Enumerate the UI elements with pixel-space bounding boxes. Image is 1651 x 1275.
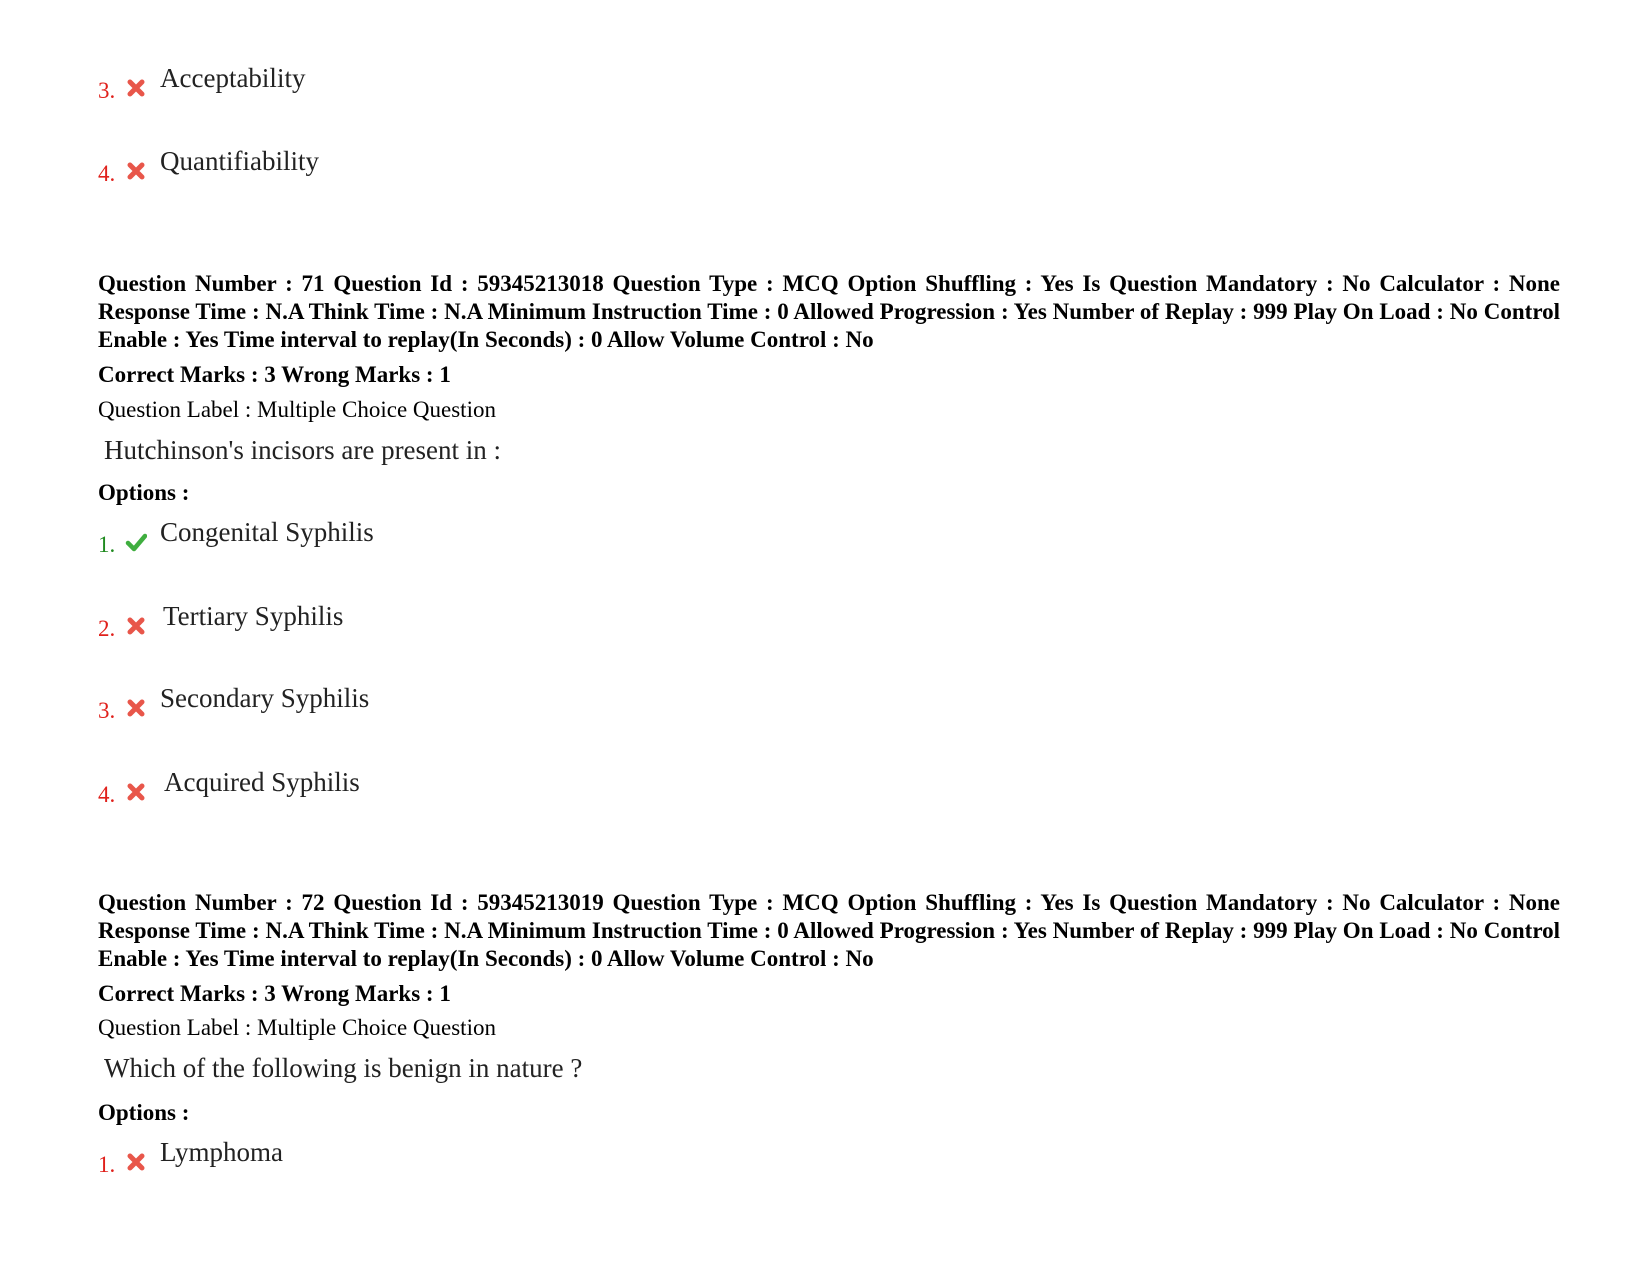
option-number: 1.	[98, 1152, 116, 1177]
option-text: Acceptability	[160, 63, 306, 93]
option-text: Secondary Syphilis	[160, 683, 370, 713]
cross-icon	[125, 1151, 147, 1173]
option-row	[98, 1136, 698, 1186]
option-row	[98, 516, 698, 566]
option-text: Acquired Syphilis	[164, 767, 360, 797]
question-label: Question Label : Multiple Choice Question	[98, 397, 496, 422]
question-label: Question Label : Multiple Choice Question	[98, 1015, 496, 1040]
option-number: 2.	[98, 616, 116, 641]
option-text: Lymphoma	[160, 1137, 283, 1167]
option-number: 4.	[98, 161, 116, 186]
question-meta: Question Number : 71 Question Id : 59345213018 Question Type : MCQ Option Shuffling : Yes Is Question Mandatory : No Calculator : None Response Time : N.A Think Time : N.A Minimum Instruction Time : 0 Allowed Progression : Yes Number of Replay : 999 Play On Load : No Control Enable : Yes Time interval to replay(In Seconds) : 0 Allow Volume Control : No	[98, 271, 1560, 352]
cross-icon	[125, 781, 147, 803]
option-row	[98, 62, 698, 112]
cross-icon	[125, 697, 147, 719]
cross-icon	[125, 615, 147, 637]
cross-icon	[125, 77, 147, 99]
option-row	[98, 766, 698, 816]
check-icon	[125, 531, 147, 553]
option-number: 3.	[98, 78, 116, 103]
option-number: 4.	[98, 782, 116, 807]
cross-icon	[125, 160, 147, 182]
options-heading: Options :	[98, 1100, 190, 1125]
option-row	[98, 145, 698, 195]
question-marks: Correct Marks : 3 Wrong Marks : 1	[98, 981, 451, 1006]
option-row	[98, 682, 698, 732]
option-text: Tertiary Syphilis	[163, 601, 344, 631]
question-text: Hutchinson's incisors are present in :	[104, 435, 502, 465]
options-heading: Options :	[98, 480, 190, 505]
option-text: Congenital Syphilis	[160, 517, 374, 547]
question-marks: Correct Marks : 3 Wrong Marks : 1	[98, 362, 451, 387]
option-row	[98, 600, 698, 650]
question-text: Which of the following is benign in nature ?	[104, 1053, 583, 1083]
option-number: 1.	[98, 532, 116, 557]
option-text: Quantifiability	[160, 146, 319, 176]
option-number: 3.	[98, 698, 116, 723]
question-meta: Question Number : 72 Question Id : 59345213019 Question Type : MCQ Option Shuffling : Yes Is Question Mandatory : No Calculator : None Response Time : N.A Think Time : N.A Minimum Instruction Time : 0 Allowed Progression : Yes Number of Replay : 999 Play On Load : No Control Enable : Yes Time interval to replay(In Seconds) : 0 Allow Volume Control : No	[98, 890, 1560, 971]
